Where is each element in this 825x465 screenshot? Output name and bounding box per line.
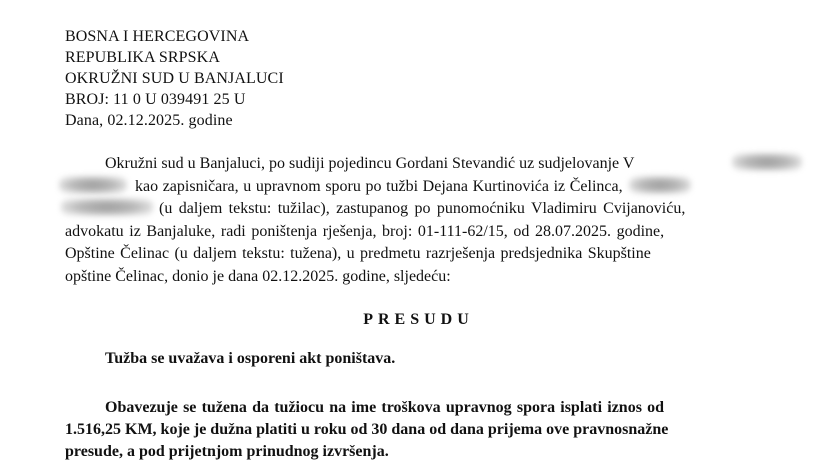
- intro-text: kao zapisničara, u upravnom sporu po tužbi Dejana Kurtinovića iz Čelinca,: [135, 177, 628, 195]
- intro-text: Okružni sud u Banjaluci, po sudiji pojedincu Gordani Stevandić uz sudjelovanje V: [105, 155, 635, 172]
- redacted-name: [732, 153, 802, 171]
- decision-text: Obavezuje se tužena da tužiocu na ime troškova upravnog spora isplati iznos od: [105, 399, 665, 416]
- intro-text: advokatu iz Banjaluke, radi poništenja rješenja, broj: 01-111-62/15, od 28.07.2025. godine,: [65, 222, 665, 240]
- verdict-title: PRESUDU: [363, 311, 474, 328]
- intro-paragraph: [65, 153, 770, 288]
- redacted-name: [629, 176, 691, 194]
- header-entity: REPUBLIKA SRPSKA: [65, 49, 220, 66]
- intro-line: [65, 198, 770, 221]
- decision-line: [65, 419, 770, 441]
- decision-line: [65, 397, 770, 419]
- intro-line: [65, 243, 770, 266]
- decision-text: 1.516,25 KM, koje je dužna platiti u roku od 30 dana od dana prijema ove pravnosnažne: [65, 421, 669, 438]
- redacted-name: [59, 176, 127, 194]
- verdict-decision-1: Tužba se uvažava i osporeni akt poništava.: [105, 350, 396, 367]
- header-date: Dana, 02.12.2025. godine: [65, 112, 233, 129]
- intro-line: [65, 221, 770, 244]
- header-court: OKRUŽNI SUD U BANJALUCI: [65, 70, 284, 87]
- header-case-number: BROJ: 11 0 U 039491 25 U: [65, 91, 246, 108]
- decision-text: presude, a pod prijetnjom prinudnog izvršenja.: [65, 443, 389, 460]
- intro-text: opštine Čelinac, donio je dana 02.12.2025. godine, sljedeću:: [65, 267, 451, 285]
- verdict-decision-2: [65, 397, 770, 463]
- intro-text: (u daljem tekstu: tužilac), zastupanog po punomoćniku Vladimiru Cvijanoviću,: [159, 200, 686, 217]
- intro-line: [65, 176, 770, 199]
- header-country: BOSNA I HERCEGOVINA: [65, 28, 250, 45]
- redacted-name: [61, 198, 153, 216]
- intro-text: Opštine Čelinac (u daljem tekstu: tužena), u predmetu razrješenja predsjednika Skupštine: [65, 245, 651, 262]
- intro-line: [65, 153, 770, 176]
- decision-line: [65, 441, 770, 463]
- intro-line: [65, 266, 770, 289]
- document-header: [65, 26, 284, 131]
